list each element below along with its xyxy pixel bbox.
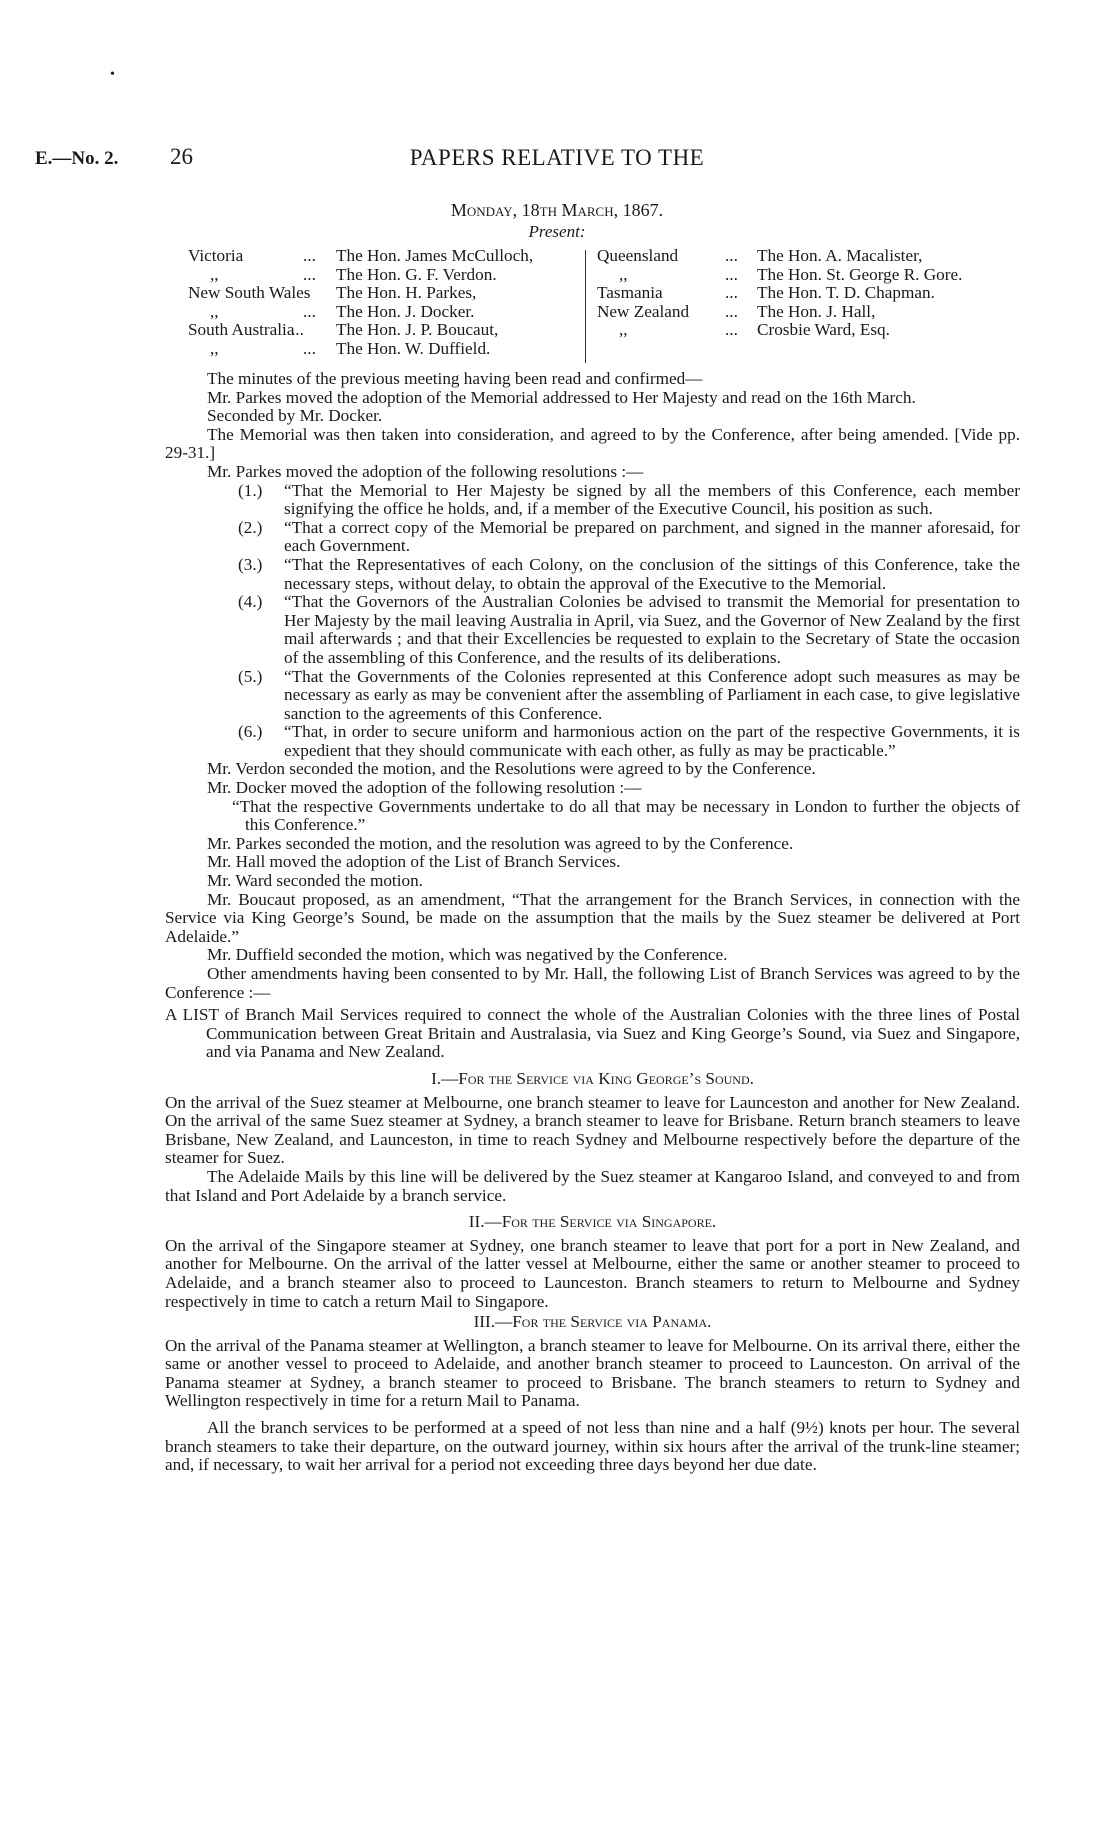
attendee-colony: New South Wales bbox=[188, 283, 311, 303]
boucaut-amendment: Mr. Boucaut proposed, as an amendment, “That the arrangement for the Branch Services, in connection with the Service via King George’s Sound, be made on the assumption that the mails by the Suez steamer be delivered at Port Adelaide.” bbox=[165, 889, 1020, 946]
leader-dots: ... bbox=[303, 246, 316, 265]
section-heading: I.—For the Service via King George’s Sound. bbox=[431, 1068, 754, 1088]
docker-resolution-quote: “That the respective Governments undertake to do all that may be necessary in London to further the objects of this Conference.” bbox=[232, 796, 1020, 835]
resolution-item bbox=[165, 556, 1020, 593]
leader-dots: ... bbox=[725, 264, 738, 284]
attendee-colony: Victoria bbox=[188, 246, 244, 265]
resolution-number: (1.) bbox=[238, 480, 263, 500]
attendee-colony: ,, bbox=[619, 320, 628, 340]
attendee-colony: New Zealand bbox=[597, 301, 690, 321]
attendee-name: The Hon. James McCulloch, bbox=[336, 246, 534, 265]
document-code: E.—No. 2. bbox=[35, 148, 119, 169]
column-divider bbox=[585, 250, 586, 363]
page-number: 26 bbox=[170, 144, 193, 169]
attendee-colony: Queensland bbox=[597, 246, 679, 265]
resolution-item bbox=[165, 668, 1020, 724]
leader-dots: ... bbox=[725, 283, 738, 303]
attendee-colony: ,, bbox=[210, 264, 219, 284]
leader-dots: ... bbox=[725, 320, 738, 340]
section-paragraph: On the arrival of the Panama steamer at Wellington, a branch steamer to leave for Melbourne. On its arrival there, either the same or another vessel to proceed to Adelaide, and another branch steamer to proceed to Launceston. On arrival of the Panama steamer at Sydney, a branch steamer to proceed to Brisbane. The branch steamers to return to Sydney and Wellington respectively in time for a return Mail to Panama. bbox=[165, 1335, 1020, 1411]
attendee-colony: ,, bbox=[210, 338, 219, 358]
resolution-item bbox=[165, 482, 1020, 519]
section-king-georges-sound bbox=[165, 1070, 1020, 1205]
memorial-consideration bbox=[165, 426, 1020, 463]
verdon-seconded: Mr. Verdon seconded the motion, and the Resolutions were agreed to by the Conference. bbox=[207, 759, 816, 779]
ward-seconded: Mr. Ward seconded the motion. bbox=[207, 871, 423, 891]
resolution-text: “That the Memorial to Her Majesty be signed by all the members of this Conference, each member signifying the office he holds, and, if a member of the Executive Council, his position as such. bbox=[284, 480, 1020, 519]
resolution-number: (6.) bbox=[238, 722, 263, 742]
section-heading: III.—For the Service via Panama. bbox=[473, 1312, 712, 1332]
section-paragraph: The Adelaide Mails by this line will be delivered by the Suez steamer at Kangaroo Island, and conveyed to and from that Island and Port Adelaide by a branch service. bbox=[165, 1166, 1020, 1205]
leader-dots: ... bbox=[725, 301, 738, 321]
leader-dots: ... bbox=[303, 301, 316, 321]
attendee-colony: South Australia bbox=[188, 320, 295, 340]
attendees-right-colonies bbox=[597, 247, 689, 340]
closing-paragraph: All the branch services to be performed at a speed of not less than nine and a half (9½) knots per hour. The several branch steamers to take their departure, on the outward journey, within six hours after the arrival of the trunk-line steamer; and, if necessary, to wait her arrival for a period not exceeding three days beyond her due date. bbox=[165, 1418, 1020, 1475]
duffield-seconded: Mr. Duffield seconded the motion, which was negatived by the Conference. bbox=[207, 945, 728, 965]
attendee-name: Crosbie Ward, Esq. bbox=[757, 320, 890, 340]
attendee-name: The Hon. G. F. Verdon. bbox=[336, 264, 497, 284]
leader-dots: ... bbox=[291, 320, 304, 340]
resolutions-list bbox=[165, 482, 1020, 761]
attendee-colony: ,, bbox=[210, 301, 219, 321]
attendee-name: The Hon. J. P. Boucaut, bbox=[336, 320, 499, 340]
resolution-text: “That the Representatives of each Colony, on the conclusion of the sittings of this Conference, take the necessary steps, without delay, to obtain the approval of the Executive to the Memorial. bbox=[284, 554, 1020, 593]
section-heading: II.—For the Service via Singapore. bbox=[468, 1212, 717, 1232]
resolution-text: “That the Governors of the Australian Colonies be advised to transmit the Memorial for presentation to Her Majesty by the mail leaving Australia in April, via Suez, and the Governor of New Zealand by the first mail afterwards ; and that their Excellencies be requested to explain to the Secretary of State the occasion of the assembling of this Conference, and the results of its deliberations. bbox=[284, 592, 1020, 667]
attendees-left-colonies bbox=[188, 247, 310, 359]
resolution-text: “That the Governments of the Colonies represented at this Conference adopt such measures as may be necessary as early as may be convenient after the assembling of Parliament in each case, to give legislative sanction to the agreements of this Conference. bbox=[284, 666, 1020, 723]
leader-dots: ... bbox=[303, 338, 316, 358]
attendees-right-names bbox=[757, 247, 962, 340]
resolution-number: (5.) bbox=[238, 666, 263, 686]
running-title: PAPERS RELATIVE TO THE bbox=[409, 145, 705, 170]
hall-motion: Mr. Hall moved the adoption of the List of Branch Services. bbox=[207, 852, 621, 872]
resolution-item bbox=[165, 593, 1020, 667]
resolution-number: (2.) bbox=[238, 517, 263, 537]
resolution-number: (3.) bbox=[238, 554, 263, 574]
attendee-colony: Tasmania bbox=[597, 283, 663, 303]
resolution-text: “That a correct copy of the Memorial be prepared on parchment, and signed in the manner aforesaid, for each Government. bbox=[284, 517, 1020, 556]
parkes-resolutions-motion: Mr. Parkes moved the adoption of the following resolutions :— bbox=[207, 461, 644, 481]
attendee-colony: ,, bbox=[619, 264, 628, 284]
resolution-text: “That, in order to secure uniform and harmonious action on the part of the respective Governments, it is expedient that they should communicate with each other, as fully as may be practicable.” bbox=[284, 722, 1020, 760]
attendee-name: The Hon. T. D. Chapman. bbox=[757, 283, 935, 303]
section-panama bbox=[165, 1313, 1020, 1411]
meeting-date: Monday, 18th March, 1867. bbox=[450, 200, 664, 220]
attendee-name: The Hon. J. Docker. bbox=[336, 301, 475, 321]
resolution-item bbox=[165, 519, 1020, 556]
leader-dots bbox=[303, 284, 316, 303]
attendees-right-leaders bbox=[725, 247, 738, 340]
parkes-memorial-motion: Mr. Parkes moved the adoption of the Memorial addressed to Her Majesty and read on the 16th March. bbox=[207, 387, 916, 407]
resolution-item bbox=[165, 723, 1020, 760]
leader-dots: ... bbox=[303, 264, 316, 284]
branch-services-list-intro: A LIST of Branch Mail Services required to connect the whole of the Australian Colonies with the three lines of Postal Communication between Great Britain and Australasia, via Suez and King George’s Sound, via Suez and Singapore, and via Panama and New Zealand. bbox=[165, 1005, 1020, 1062]
margin-mark: • bbox=[110, 67, 115, 82]
resolution-number: (4.) bbox=[238, 592, 263, 612]
section-paragraph: On the arrival of the Suez steamer at Melbourne, one branch steamer to leave for Launceston and another for New Zealand. On the arrival of the same Suez steamer at Sydney, a branch steamer to leave for Brisbane. Return branch steamers to leave Brisbane, New Zealand, and Launceston, in time to reach Sydney and Melbourne respectively before the departure of the steamer for Suez. bbox=[165, 1092, 1020, 1168]
attendees-left-leaders bbox=[291, 246, 316, 359]
leader-dots: ... bbox=[725, 246, 738, 265]
docker-motion: Mr. Docker moved the adoption of the following resolution :— bbox=[207, 778, 642, 798]
parkes-seconded: Mr. Parkes seconded the motion, and the resolution was agreed to by the Conference. bbox=[207, 833, 794, 853]
minutes-confirmed: The minutes of the previous meeting having been read and confirmed— bbox=[207, 369, 703, 388]
attendee-name: The Hon. H. Parkes, bbox=[336, 283, 477, 303]
minutes-body bbox=[165, 370, 1020, 1475]
section-singapore bbox=[165, 1213, 1020, 1311]
present-label: Present: bbox=[528, 222, 586, 241]
seconded-docker: Seconded by Mr. Docker. bbox=[207, 406, 383, 426]
attendee-name: The Hon. W. Duffield. bbox=[336, 338, 491, 358]
attendee-name: The Hon. J. Hall, bbox=[757, 301, 876, 321]
vide-reference: [Vide pp. 29-31.] bbox=[165, 424, 1021, 463]
other-amendments: Other amendments having been consented to by Mr. Hall, the following List of Branch Services was agreed to by the Conference :— bbox=[165, 964, 1020, 1002]
memorial-consideration-text: The Memorial was then taken into consideration, and agreed to by the Conference, after being amended. bbox=[207, 424, 949, 444]
attendee-name: The Hon. A. Macalister, bbox=[757, 246, 923, 265]
attendees-left-names bbox=[336, 247, 533, 359]
attendee-name: The Hon. St. George R. Gore. bbox=[757, 264, 963, 284]
section-paragraph: On the arrival of the Singapore steamer at Sydney, one branch steamer to leave that port for a port in New Zealand, and another for Melbourne. On the arrival of the latter vessel at Melbourne, either the same or another steamer to proceed to Adelaide, and a branch steamer also to proceed to Launceston. Branch steamers to return to Melbourne and Sydney respectively in time to catch a return Mail to Singapore. bbox=[165, 1235, 1020, 1311]
